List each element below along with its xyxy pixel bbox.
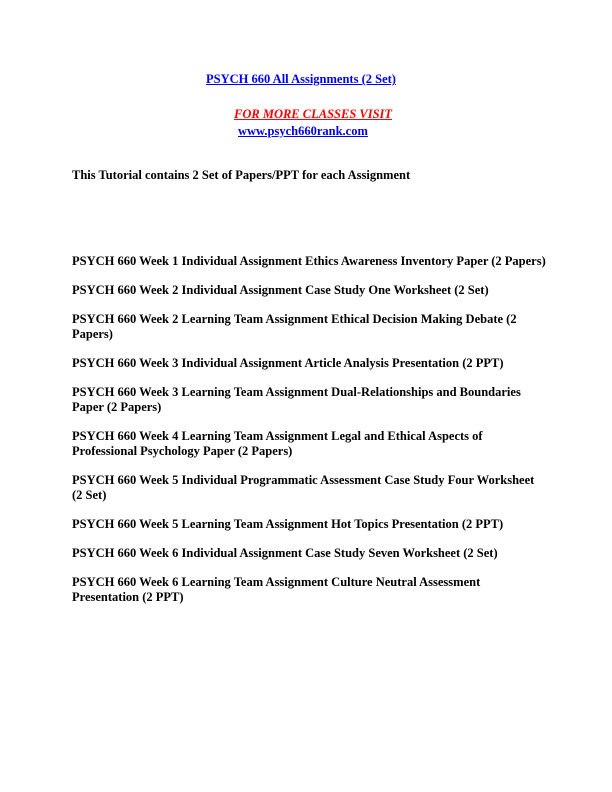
assignment-item: PSYCH 660 Week 6 Individual Assignment Case Study Seven Worksheet (2 Set): [72, 546, 498, 560]
intro-text: This Tutorial contains 2 Set of Papers/PPT for each Assignment: [72, 168, 411, 182]
assignment-item: PSYCH 660 Week 2 Learning Team Assignment Ethical Decision Making Debate (2 Papers): [72, 312, 517, 341]
assignment-item: PSYCH 660 Week 2 Individual Assignment Case Study One Worksheet (2 Set): [72, 283, 489, 297]
assignment-item: PSYCH 660 Week 3 Individual Assignment Article Analysis Presentation (2 PPT): [72, 356, 504, 370]
assignment-item: PSYCH 660 Week 4 Learning Team Assignment Legal and Ethical Aspects of Professional Psychology Paper (2 Papers): [72, 429, 483, 458]
promo-text: FOR MORE CLASSES VISIT: [234, 107, 393, 121]
assignment-item: PSYCH 660 Week 6 Learning Team Assignment Culture Neutral Assessment Presentation (2 PPT): [72, 575, 481, 604]
title-link[interactable]: PSYCH 660 All Assignments (2 Set): [206, 72, 396, 86]
assignment-item: PSYCH 660 Week 1 Individual Assignment Ethics Awareness Inventory Paper (2 Papers): [72, 254, 546, 268]
assignment-list: [72, 254, 547, 619]
assignment-item: PSYCH 660 Week 3 Learning Team Assignment Dual-Relationships and Boundaries Paper (2 Papers): [72, 385, 521, 414]
site-link[interactable]: www.psych660rank.com: [238, 124, 368, 138]
assignment-item: PSYCH 660 Week 5 Learning Team Assignment Hot Topics Presentation (2 PPT): [72, 517, 504, 531]
assignment-item: PSYCH 660 Week 5 Individual Programmatic Assessment Case Study Four Worksheet (2 Set): [72, 473, 535, 502]
